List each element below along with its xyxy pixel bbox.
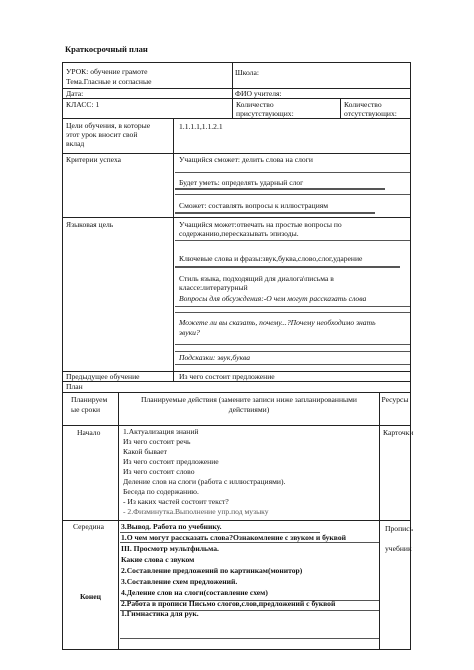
criteria-label: Критерии успеха — [66, 155, 122, 164]
previous-value: Из чего состоит предложение — [179, 372, 275, 381]
row-divider — [63, 381, 410, 382]
criteria-item: Будет уметь: определять ударный слог — [179, 178, 304, 187]
language-item: классе:литературный — [179, 283, 248, 292]
col-divider — [340, 98, 341, 118]
col-divider — [232, 63, 233, 118]
language-line — [175, 306, 410, 307]
date-label: Дата: — [66, 89, 84, 98]
plan-label: План — [66, 382, 83, 391]
language-line — [175, 240, 410, 241]
middle-resource: Пропись — [385, 524, 414, 533]
absent-count-label: Количество — [344, 100, 382, 109]
language-line — [175, 312, 410, 313]
discussion-question: звуки? — [179, 328, 200, 337]
topic-label: Тема.Гласные и согласные — [66, 77, 152, 86]
col-actions-header: действиями) — [228, 405, 270, 414]
col-time-header: Планируем — [71, 395, 108, 404]
hints: Подсказки: звук,буква — [179, 353, 251, 362]
document-title: Краткосрочный план — [65, 44, 148, 54]
middle-line: 3.Составление схем предложений. — [121, 577, 238, 586]
stage-start-label: Начало — [77, 428, 101, 437]
criteria-line — [175, 194, 410, 195]
language-line — [175, 364, 410, 365]
start-line: Из чего состоит слово — [123, 467, 195, 476]
middle-line: 1.О чем могут рассказать слова?Ознакомление с звуком и буквой — [121, 533, 347, 542]
school-label: Школа: — [235, 68, 259, 77]
language-item: Ключевые слова и фразы:звук,буква,слово,слог,ударение — [179, 254, 363, 263]
criteria-line — [175, 172, 410, 173]
grade-label: КЛАСС: 1 — [66, 100, 100, 109]
language-line — [175, 344, 410, 345]
start-line: 1.Актуализация знаний — [123, 427, 199, 436]
lesson-label: УРОК: обучение грамоте — [66, 67, 148, 76]
present-count-label: присутствующих: — [236, 109, 294, 118]
start-line: Из чего состоит предложение — [123, 457, 219, 466]
lesson-plan-table — [62, 62, 414, 650]
col-time-header: ые сроки — [71, 405, 101, 414]
language-item: содержанию,пересказывать эпизоды. — [179, 229, 299, 238]
goals-value: 1.1.1.1,1.1.2.1 — [179, 122, 223, 131]
language-line — [175, 351, 410, 352]
absent-count-label: отсутствующих: — [344, 109, 397, 118]
criteria-line — [175, 188, 385, 190]
start-line: Из чего состоит речь — [123, 437, 191, 446]
start-resource: Карточки — [383, 428, 414, 437]
present-count-label: Количество — [236, 100, 274, 109]
col-divider — [118, 392, 119, 650]
col-divider — [173, 118, 174, 382]
middle-line: 2.Работа в прописи Письмо слогов,слов,предложений с буквой — [121, 599, 336, 608]
middle-line: Какие слова с звуком — [121, 555, 195, 564]
language-label: Языковая цель — [66, 220, 114, 229]
start-line: Деление слов на слоги (работа с иллюстрациями). — [123, 477, 286, 486]
middle-line: 2.Составление предложений по картинкам(монитор) — [121, 566, 303, 575]
row-divider — [63, 520, 410, 521]
criteria-item: Сможет: составлять вопросы к иллюстрациям — [179, 201, 329, 210]
criteria-line — [175, 212, 375, 214]
middle-line: 4.Деление слов на слоги(составление схем) — [121, 588, 268, 597]
start-line: - Из каких частей состоит текст? — [123, 497, 229, 506]
col-resources-header: Ресурсы — [381, 395, 409, 404]
middle-line: III. Просмотр мультфильма. — [121, 544, 219, 553]
previous-label: Предыдущее обучение — [66, 372, 140, 381]
stage-end-label: Конец — [80, 592, 102, 601]
start-line: - 2.Физминутка.Выполнение упр.под музыку — [123, 507, 269, 516]
row-divider — [63, 217, 410, 218]
criteria-item: Учащийся сможет: делить слова на слоги — [179, 155, 313, 164]
row-divider — [63, 98, 410, 99]
middle-line — [120, 542, 379, 543]
discussion-question: Можете ли вы сказать, почему...?Почему необходимо знать — [179, 318, 376, 327]
middle-line: 3.Вывод. Работа по учебнику. — [121, 522, 222, 531]
discussion-questions: Вопросы для обсуждения:-О чем могут рассказать слова — [179, 294, 367, 303]
goals-label: Цели обучения, в которые — [66, 121, 151, 130]
col-actions-header: Планируемые действия (замените записи ниже запланированными — [141, 395, 357, 404]
language-line — [175, 266, 400, 268]
goals-label: этот урок вносит свой — [66, 130, 138, 139]
stage-middle-label: Середина — [73, 522, 104, 531]
col-divider — [379, 392, 380, 650]
language-item: Учащийся может:отвечать на простые вопросы по — [179, 220, 342, 229]
row-divider — [63, 392, 410, 393]
middle-line: 1.Гимнастика для рук. — [121, 609, 199, 618]
language-item: Стиль языка, подходящий для диалога\письма в — [179, 274, 334, 283]
row-divider — [63, 425, 410, 426]
middle-resource: учебник — [385, 544, 412, 553]
start-line: Беседа по содержанию. — [123, 487, 199, 496]
teacher-label: ФИО учителя: — [235, 89, 282, 98]
start-line: Какой бывает — [123, 447, 167, 456]
row-divider — [63, 153, 410, 154]
middle-line — [120, 638, 379, 639]
goals-label: вклад — [66, 139, 85, 148]
row-divider — [63, 118, 410, 119]
